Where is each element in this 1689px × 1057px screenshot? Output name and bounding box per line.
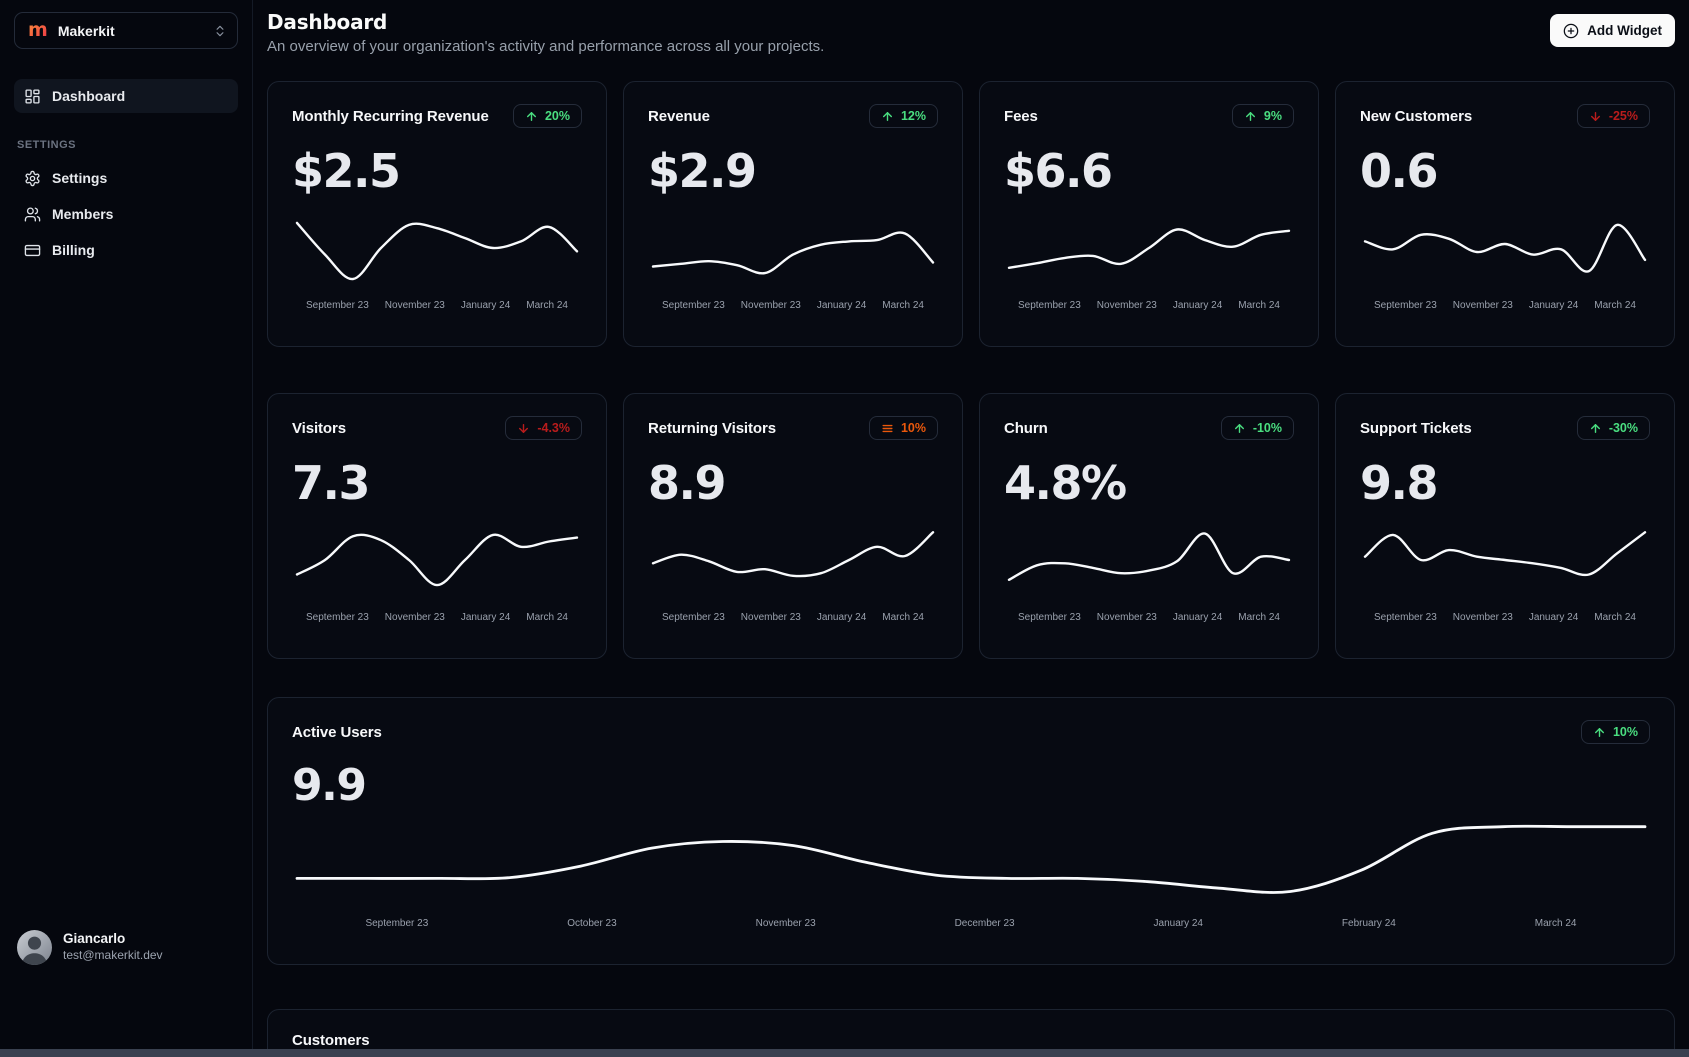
sidebar-item-label: Settings (52, 170, 108, 186)
x-axis-labels (1004, 300, 1294, 311)
axis-label: November 23 (1096, 612, 1157, 623)
sparkline-chart (1004, 210, 1294, 286)
axis-label: September 23 (365, 918, 429, 929)
sparkline-chart (1360, 522, 1650, 598)
axis-label: March 24 (1594, 300, 1636, 311)
credit-card-icon (24, 242, 41, 259)
sidebar-item-label: Members (52, 206, 114, 222)
axis-label: March 24 (882, 300, 924, 311)
axis-label: September 23 (305, 612, 369, 623)
x-axis-labels (1360, 612, 1650, 623)
card-title: Monthly Recurring Revenue (292, 107, 489, 125)
trend-badge (1577, 416, 1650, 440)
axis-label: January 24 (816, 612, 867, 623)
sidebar-item-label: Billing (52, 242, 95, 258)
user-profile[interactable] (14, 930, 238, 965)
sidebar-item-label: Dashboard (52, 88, 126, 104)
trend-value: -4.3% (537, 421, 570, 435)
x-axis-labels (292, 612, 582, 623)
settings-section-label: SETTINGS (17, 139, 77, 151)
sidebar-item-dashboard[interactable] (14, 79, 238, 113)
card-title: Visitors (292, 419, 346, 437)
trend-badge (869, 416, 938, 440)
metric-card-revenue (623, 81, 963, 347)
axis-label: March 24 (526, 300, 568, 311)
axis-label: March 24 (526, 612, 568, 623)
user-name: Giancarlo (63, 931, 126, 947)
axis-label: December 23 (954, 918, 1015, 929)
card-title: Churn (1004, 419, 1048, 437)
trend-up-icon (1244, 110, 1257, 123)
trend-badge (505, 416, 582, 440)
trend-up-icon (1589, 422, 1602, 435)
trend-badge (513, 104, 582, 128)
x-axis-labels (292, 300, 582, 311)
card-title: Revenue (648, 107, 710, 125)
sparkline-chart (1360, 210, 1650, 286)
metric-card-active-users (267, 697, 1675, 965)
card-value: 7.3 (292, 456, 369, 510)
trend-down-icon (1589, 110, 1602, 123)
chevrons-up-down-icon (213, 24, 227, 38)
page-subtitle: An overview of your organization's activity and performance across all your projects. (267, 38, 825, 55)
metric-card-support-tickets (1335, 393, 1675, 659)
trend-badge (1577, 104, 1650, 128)
axis-label: January 24 (460, 300, 511, 311)
card-value: $2.5 (292, 144, 400, 198)
trend-badge (1581, 720, 1650, 744)
metric-card-fees (979, 81, 1319, 347)
axis-label: September 23 (1373, 300, 1437, 311)
axis-label: January 24 (1528, 300, 1579, 311)
axis-label: September 23 (1373, 612, 1437, 623)
bottom-edge-strip (0, 1049, 1689, 1057)
card-value: 0.6 (1360, 144, 1437, 198)
main-content (253, 0, 1689, 1057)
trend-value: -30% (1608, 421, 1638, 435)
plus-circle-icon (1563, 23, 1579, 39)
sparkline-chart (648, 210, 938, 286)
x-axis-labels (292, 918, 1650, 929)
axis-label: September 23 (661, 300, 725, 311)
sidebar-item-settings[interactable] (14, 161, 238, 195)
trend-down-icon (517, 422, 530, 435)
axis-label: November 23 (740, 300, 801, 311)
trend-value: 10% (1612, 725, 1638, 739)
primary-nav (14, 79, 238, 115)
metric-card-visitors (267, 393, 607, 659)
trend-value: 9% (1263, 109, 1282, 123)
avatar (17, 930, 52, 965)
trend-badge (1232, 104, 1294, 128)
trend-up-icon (1593, 726, 1606, 739)
axis-label: November 23 (384, 612, 445, 623)
axis-label: January 24 (1528, 612, 1579, 623)
workspace-selector[interactable] (14, 12, 238, 49)
card-title: Fees (1004, 107, 1038, 125)
card-value: 8.9 (648, 456, 725, 510)
axis-label: September 23 (661, 612, 725, 623)
active-users-chart (292, 816, 1650, 908)
axis-label: January 24 (1172, 300, 1223, 311)
card-value: 4.8% (1004, 456, 1126, 510)
gear-icon (24, 170, 41, 187)
sidebar-item-members[interactable] (14, 197, 238, 231)
metric-card-churn (979, 393, 1319, 659)
axis-label: November 23 (755, 918, 816, 929)
axis-label: November 23 (1452, 612, 1513, 623)
card-title: Customers (292, 1032, 370, 1049)
dashboard-grid-icon (24, 88, 41, 105)
sidebar-item-billing[interactable] (14, 233, 238, 267)
trend-up-icon (1233, 422, 1246, 435)
axis-label: February 24 (1341, 918, 1396, 929)
axis-label: March 24 (1594, 612, 1636, 623)
metric-card-new-customers (1335, 81, 1675, 347)
card-title: Active Users (292, 723, 382, 741)
axis-label: September 23 (305, 300, 369, 311)
sparkline-chart (648, 522, 938, 598)
page-title: Dashboard (267, 10, 388, 34)
metric-card-monthly-recurring-revenue (267, 81, 607, 347)
axis-label: March 24 (1238, 300, 1280, 311)
trend-value: 12% (900, 109, 926, 123)
axis-label: March 24 (882, 612, 924, 623)
trend-flat-icon (881, 422, 894, 435)
trend-up-icon (881, 110, 894, 123)
sparkline-chart (1004, 522, 1294, 598)
sparkline-chart (292, 522, 582, 598)
trend-value: -25% (1608, 109, 1638, 123)
x-axis-labels (1360, 300, 1650, 311)
card-value: 9.9 (292, 760, 366, 811)
axis-label: November 23 (740, 612, 801, 623)
axis-label: November 23 (384, 300, 445, 311)
axis-label: January 24 (816, 300, 867, 311)
axis-label: January 24 (460, 612, 511, 623)
metric-cards-grid (267, 81, 1675, 659)
card-title: Support Tickets (1360, 419, 1472, 437)
axis-label: January 24 (1153, 918, 1203, 929)
card-value: 9.8 (1360, 456, 1437, 510)
x-axis-labels (648, 612, 938, 623)
sidebar (0, 0, 253, 1057)
axis-label: October 23 (567, 918, 617, 929)
axis-label: March 24 (1534, 918, 1577, 929)
metric-card-returning-visitors (623, 393, 963, 659)
x-axis-labels (648, 300, 938, 311)
axis-label: November 23 (1096, 300, 1157, 311)
axis-label: March 24 (1238, 612, 1280, 623)
axis-label: November 23 (1452, 300, 1513, 311)
trend-value: 10% (900, 421, 926, 435)
users-icon (24, 206, 41, 223)
card-title: New Customers (1360, 107, 1473, 125)
card-title: Returning Visitors (648, 419, 776, 437)
axis-label: September 23 (1017, 300, 1081, 311)
trend-value: 20% (544, 109, 570, 123)
trend-badge (869, 104, 938, 128)
card-value: $2.9 (648, 144, 756, 198)
trend-badge (1221, 416, 1294, 440)
add-widget-button[interactable]: Add Widget (1550, 14, 1675, 47)
axis-label: September 23 (1017, 612, 1081, 623)
x-axis-labels (1004, 612, 1294, 623)
user-email: test@makerkit.dev (63, 948, 163, 963)
makerkit-logo-icon: m (28, 19, 48, 41)
settings-nav (14, 161, 238, 269)
sparkline-chart (292, 210, 582, 286)
card-value: $6.6 (1004, 144, 1112, 198)
axis-label: January 24 (1172, 612, 1223, 623)
trend-value: -10% (1252, 421, 1282, 435)
trend-up-icon (525, 110, 538, 123)
workspace-name: Makerkit (57, 22, 115, 39)
